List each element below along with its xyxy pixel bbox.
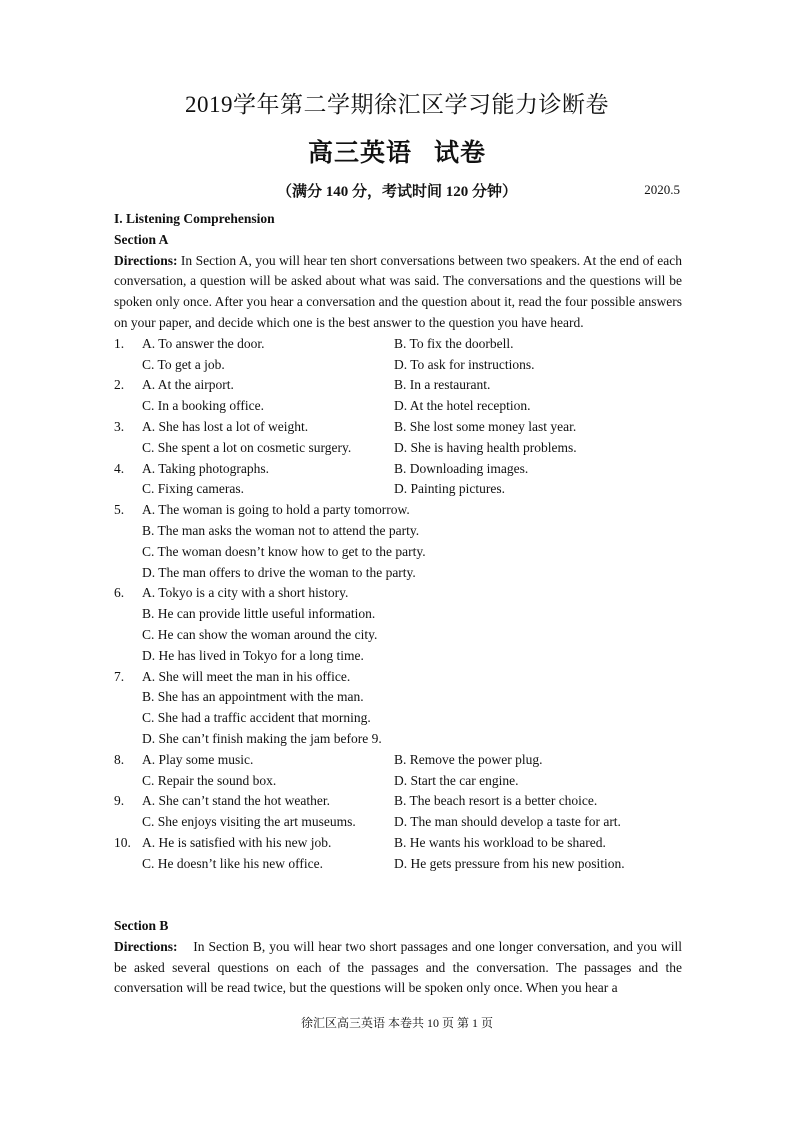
option-row bbox=[142, 771, 682, 792]
option-a: A. She will meet the man in his office. bbox=[142, 668, 351, 684]
option-a: A. To answer the door. bbox=[142, 335, 265, 351]
section-a-directions bbox=[114, 251, 682, 334]
option-d: D. He gets pressure from his new position. bbox=[394, 855, 625, 871]
question-number: 3. bbox=[114, 418, 125, 434]
question-item bbox=[114, 667, 682, 750]
option-b: B. To fix the doorbell. bbox=[394, 335, 514, 351]
option-b: B. Downloading images. bbox=[394, 460, 529, 476]
option-b: B. The beach resort is a better choice. bbox=[394, 793, 598, 809]
question-number: 8. bbox=[114, 751, 125, 767]
option-c: C. He can show the woman around the city. bbox=[142, 626, 378, 642]
question-number: 7. bbox=[114, 668, 125, 684]
option-row bbox=[142, 396, 682, 417]
page-footer: 徐汇区高三英语 本卷共 10 页 第 1 页 bbox=[300, 1016, 493, 1030]
option-group bbox=[142, 375, 682, 417]
option-c: C. The woman doesn’t know how to get to the party. bbox=[142, 543, 426, 559]
question-list bbox=[114, 334, 682, 875]
question-number: 9. bbox=[114, 793, 125, 809]
question-item bbox=[114, 334, 682, 376]
option-c: C. In a booking office. bbox=[142, 398, 264, 414]
question-item bbox=[114, 500, 682, 583]
option-group bbox=[142, 500, 682, 583]
exam-info: （满分 140 分，考试时间 120 分钟） bbox=[276, 184, 517, 200]
section-a-block bbox=[114, 209, 682, 875]
option-d: D. Painting pictures. bbox=[394, 481, 505, 497]
option-b: B. The man asks the woman not to attend the party. bbox=[142, 522, 420, 538]
option-b: B. In a restaurant. bbox=[394, 377, 491, 393]
section-a-heading: Section A bbox=[114, 231, 169, 247]
option-row bbox=[142, 812, 682, 833]
option-a: A. Tokyo is a city with a short history. bbox=[142, 585, 349, 601]
option-b: B. He can provide little useful information. bbox=[142, 606, 376, 622]
directions-label: Directions: bbox=[114, 252, 178, 268]
directions-text: In Section B, you will hear two short passages and one longer conversation, and you will be asked several questions on each of the passages and the conversation. The passages and the conversation will be read twice, but the questions will be spoken only once. When you hear a bbox=[114, 938, 686, 996]
option-c: C. He doesn’t like his new office. bbox=[142, 855, 323, 871]
option-d: D. She is having health problems. bbox=[394, 439, 577, 455]
question-item bbox=[114, 791, 682, 833]
option-c: C. She spent a lot on cosmetic surgery. bbox=[142, 439, 352, 455]
option-row bbox=[142, 417, 682, 438]
option-row bbox=[142, 791, 682, 812]
section-b-heading: Section B bbox=[114, 918, 169, 933]
option-row bbox=[142, 479, 682, 500]
option-d: D. She can’t finish making the jam before 9. bbox=[142, 730, 382, 746]
exam-title: 2019学年第二学期徐汇区学习能力诊断卷 bbox=[185, 92, 609, 117]
option-a: A. Taking photographs. bbox=[142, 460, 270, 476]
option-c: C. Fixing cameras. bbox=[142, 481, 244, 497]
option-group bbox=[142, 667, 682, 750]
option-c: C. She enjoys visiting the art museums. bbox=[142, 814, 356, 830]
question-item bbox=[114, 417, 682, 459]
option-b: B. She lost some money last year. bbox=[394, 418, 577, 434]
option-row bbox=[142, 375, 682, 396]
option-b: B. Remove the power plug. bbox=[394, 751, 543, 767]
question-number: 4. bbox=[114, 460, 125, 476]
option-c: C. Repair the sound box. bbox=[142, 772, 277, 788]
section-b-directions bbox=[114, 937, 686, 999]
option-group bbox=[142, 833, 682, 875]
question-item bbox=[114, 750, 682, 792]
option-group bbox=[142, 750, 682, 792]
part-heading: I. Listening Comprehension bbox=[114, 211, 275, 226]
option-d: D. To ask for instructions. bbox=[394, 356, 535, 372]
paper-label: 试卷 bbox=[434, 140, 487, 167]
question-item bbox=[114, 833, 682, 875]
exam-date: 2020.5 bbox=[644, 182, 680, 197]
option-a: A. Play some music. bbox=[142, 751, 254, 767]
question-number: 2. bbox=[114, 377, 125, 393]
question-item bbox=[114, 583, 682, 666]
option-group bbox=[142, 417, 682, 459]
option-row bbox=[142, 334, 682, 355]
option-d: D. The man should develop a taste for art. bbox=[394, 814, 621, 830]
option-d: D. Start the car engine. bbox=[394, 772, 519, 788]
option-group bbox=[142, 583, 682, 666]
option-a: A. She can’t stand the hot weather. bbox=[142, 793, 330, 809]
option-d: D. The man offers to drive the woman to the party. bbox=[142, 564, 416, 580]
question-number: 6. bbox=[114, 585, 125, 601]
question-number: 1. bbox=[114, 335, 125, 351]
question-item bbox=[114, 459, 682, 501]
subject-label: 高三英语 bbox=[307, 140, 412, 167]
option-row bbox=[142, 854, 682, 875]
option-b: B. She has an appointment with the man. bbox=[142, 689, 364, 705]
section-b-block bbox=[114, 916, 686, 999]
option-c: C. She had a traffic accident that morning. bbox=[142, 710, 371, 726]
option-group bbox=[142, 334, 682, 376]
option-a: A. The woman is going to hold a party tomorrow. bbox=[142, 502, 410, 518]
question-number: 5. bbox=[114, 502, 125, 518]
option-row bbox=[142, 833, 682, 854]
directions-label: Directions: bbox=[114, 938, 178, 954]
option-row bbox=[142, 750, 682, 771]
option-group bbox=[142, 459, 682, 501]
option-d: D. He has lived in Tokyo for a long time. bbox=[142, 647, 364, 663]
exam-subtitle bbox=[0, 133, 794, 169]
option-d: D. At the hotel reception. bbox=[394, 398, 531, 414]
option-b: B. He wants his workload to be shared. bbox=[394, 834, 606, 850]
option-group bbox=[142, 791, 682, 833]
option-row bbox=[142, 438, 682, 459]
question-item bbox=[114, 375, 682, 417]
option-a: A. She has lost a lot of weight. bbox=[142, 418, 309, 434]
question-number: 10. bbox=[114, 834, 131, 850]
option-c: C. To get a job. bbox=[142, 356, 225, 372]
option-row bbox=[142, 355, 682, 376]
option-a: A. He is satisfied with his new job. bbox=[142, 834, 332, 850]
option-a: A. At the airport. bbox=[142, 377, 234, 393]
option-row bbox=[142, 459, 682, 480]
directions-text: In Section A, you will hear ten short conversations between two speakers. At the end of each conversation, a question will be asked about what was said. The conversations and the questions will be spoken only once. After you hear a conversation and the question about it, read the four possible answers on your paper, and decide which one is the best answer to the question you have heard. bbox=[114, 252, 682, 330]
